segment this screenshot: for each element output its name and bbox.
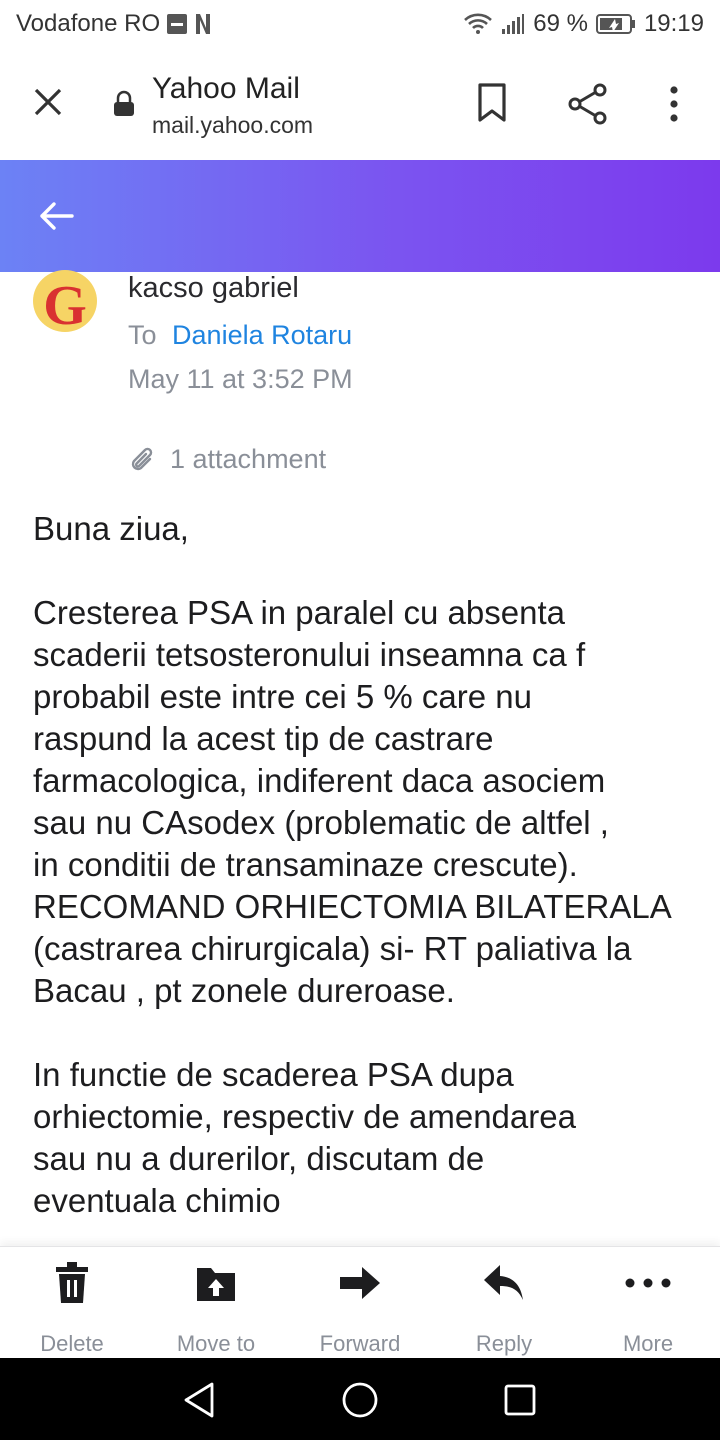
body-paragraph: Cresterea PSA in paralel cu absenta scaderii tetsosteronului inseamna ca f probabil este intre cei 5 % care nu raspund la acest tip de castrare farmacologica, indiferent daca asociem sau nu CAsodex (problematic de altfel , in conditii de transaminaze crescute). RECOMAND ORHIECTOMIA BILATERALA (castrarea chirurgicala) si- RT paliativa la Bacau , pt zonele dureroase. <box>33 594 672 1009</box>
back-button[interactable] <box>34 198 78 234</box>
nav-home-button[interactable] <box>340 1380 380 1420</box>
square-recents-icon <box>500 1380 540 1420</box>
netflix-icon <box>194 13 212 35</box>
body-paragraph: In functie de scaderea PSA dupa orhiectomie, respectiv de amendarea sau nu a durerilor, discutam de eventuala chimio <box>33 1056 576 1219</box>
browser-url[interactable]: mail.yahoo.com <box>152 112 314 138</box>
recipient-link[interactable]: Daniela Rotaru <box>172 320 353 350</box>
arrow-left-icon <box>34 198 78 234</box>
paperclip-icon <box>128 445 158 475</box>
browser-toolbar <box>0 50 720 160</box>
delete-label: Delete <box>40 1331 104 1356</box>
bookmark-icon <box>474 82 510 124</box>
more-actions-button[interactable] <box>576 1261 720 1357</box>
delete-button[interactable] <box>0 1261 144 1357</box>
reply-button[interactable] <box>432 1261 576 1357</box>
attachment-label: 1 attachment <box>170 444 327 474</box>
nav-recents-button[interactable] <box>500 1380 540 1420</box>
wifi-icon <box>463 12 493 36</box>
carrier-label: Vodafone RO <box>16 10 161 37</box>
more-horiz-icon <box>624 1277 672 1289</box>
forward-button[interactable] <box>288 1261 432 1357</box>
status-right <box>463 10 704 38</box>
clock: 19:19 <box>643 10 704 37</box>
reply-arrow-icon <box>482 1263 526 1303</box>
more-vert-icon <box>660 84 688 124</box>
status-left <box>16 10 212 38</box>
mail-header <box>0 160 720 272</box>
bookmark-button[interactable] <box>474 82 510 124</box>
signal-icon <box>501 13 525 35</box>
share-icon <box>566 82 610 126</box>
forward-label: Forward <box>319 1331 401 1356</box>
trash-icon <box>52 1261 92 1305</box>
sender-name[interactable]: kacso gabriel <box>128 272 299 304</box>
circle-home-icon <box>340 1380 380 1420</box>
move-folder-icon <box>195 1263 237 1303</box>
avatar-letter: G <box>43 275 87 332</box>
move-to-label: Move to <box>176 1331 256 1356</box>
more-label: More <box>622 1331 674 1356</box>
browser-page-title: Yahoo Mail <box>152 72 300 105</box>
recipient-line <box>128 320 352 351</box>
notification-icon <box>166 13 188 35</box>
body-paragraph: Buna ziua, <box>33 510 189 547</box>
sent-date: May 11 at 3:52 PM <box>128 364 353 394</box>
battery-percent: 69 % <box>533 10 588 37</box>
forward-arrow-icon <box>338 1265 382 1301</box>
sender-avatar[interactable] <box>33 270 97 332</box>
move-to-button[interactable] <box>144 1261 288 1357</box>
battery-icon <box>596 13 636 35</box>
to-label: To <box>128 320 157 350</box>
message-action-bar <box>0 1246 720 1358</box>
system-nav-bar <box>0 1358 720 1440</box>
share-button[interactable] <box>566 82 610 126</box>
close-icon <box>28 82 68 122</box>
message-body <box>33 508 703 1264</box>
status-bar <box>0 0 720 50</box>
triangle-back-icon <box>180 1380 220 1420</box>
nav-back-button[interactable] <box>180 1380 220 1420</box>
lock-icon <box>112 90 136 118</box>
close-tab-button[interactable] <box>28 82 68 122</box>
reply-label: Reply <box>475 1331 533 1356</box>
attachment-link[interactable] <box>128 444 326 475</box>
overflow-menu-button[interactable] <box>660 84 688 124</box>
